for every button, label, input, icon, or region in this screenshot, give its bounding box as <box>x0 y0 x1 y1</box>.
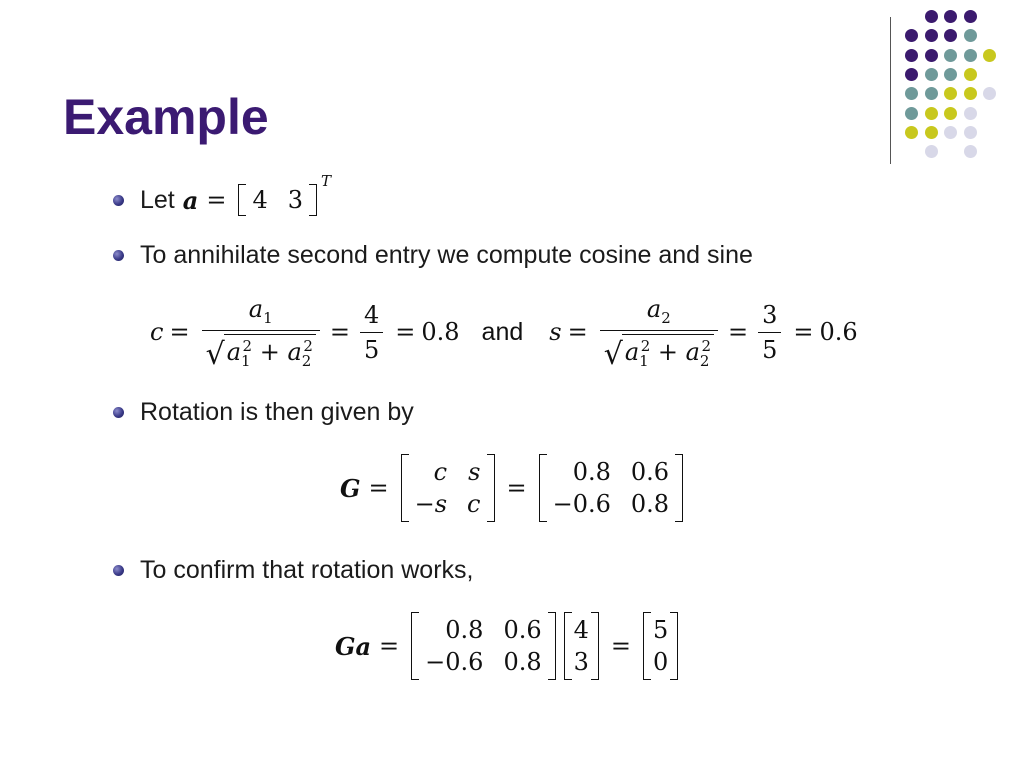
decor-dot <box>925 107 938 120</box>
decor-dot <box>925 87 938 100</box>
result-vector: 5 0 <box>643 612 678 680</box>
transpose-sup: T <box>321 172 332 190</box>
decor-dot <box>925 126 938 139</box>
bullet-icon <box>113 195 124 206</box>
bullet-icon <box>113 407 124 418</box>
decor-dot <box>925 49 938 62</box>
decor-dot <box>964 29 977 42</box>
decor-dot <box>925 29 938 42</box>
vector-a-column: 4 3 <box>564 612 599 680</box>
bullet-text: To annihilate second entry we compute cosine and sine <box>140 241 753 269</box>
c-fraction: $a_1$ √ $a_1^2 + a_2^2$ <box>202 295 320 370</box>
decor-dot <box>925 68 938 81</box>
G-symbol: G <box>340 473 361 503</box>
bullet-let-a <box>113 172 332 216</box>
vector-a-symbol: a <box>182 185 199 215</box>
title-divider-line <box>890 17 891 164</box>
let-a-equation: a = 4 3 $^T$ <box>182 172 332 215</box>
decor-dot <box>964 126 977 139</box>
c-symbol: c <box>150 318 164 347</box>
s-value: 0.6 <box>819 318 858 347</box>
decor-dot <box>964 145 977 158</box>
bullet-icon <box>113 250 124 261</box>
decor-dot <box>964 49 977 62</box>
cosine-sine-equation: c = $a_1$ √ $a_1^2 + a_2^2$ = $\frac{4}{5}$ = 0.8 and s = $a_2$ √ $a_1^2 + a_2^2$ = $\frac{3}{5}$ = 0.6 <box>150 295 858 372</box>
bullet-rotation <box>113 398 414 427</box>
G-numeric-matrix: 0.8 0.6 −0.6 0.8 <box>411 612 555 680</box>
decor-dot <box>983 87 996 100</box>
symbolic-matrix: c s −s c <box>401 454 495 522</box>
s-fraction: $a_2$ √ $a_1^2 + a_2^2$ <box>600 295 718 370</box>
bullet-confirm <box>113 556 473 585</box>
slide-title: Example <box>63 89 269 145</box>
decor-dot <box>944 107 957 120</box>
vector-a-entry: 3 <box>287 186 303 214</box>
decorative-dot-grid <box>905 10 1015 170</box>
decor-dot <box>944 87 957 100</box>
decor-dot <box>944 10 957 23</box>
decor-dot <box>925 145 938 158</box>
confirm-equation: Ga = 0.8 0.6 −0.6 0.8 4 3 = 5 0 <box>335 612 682 680</box>
decor-dot <box>944 126 957 139</box>
bullet-text: Rotation is then given by <box>140 398 414 426</box>
decor-dot <box>944 68 957 81</box>
decor-dot <box>905 87 918 100</box>
vector-a-entry: 4 <box>252 186 268 214</box>
decor-dot <box>944 29 957 42</box>
rotation-matrix-equation: G = c s −s c = 0.8 0.6 −0.6 0.8 <box>340 454 687 522</box>
bullet-icon <box>113 565 124 576</box>
decor-dot <box>964 10 977 23</box>
numeric-matrix: 0.8 0.6 −0.6 0.8 <box>539 454 683 522</box>
s-symbol: s <box>549 318 562 347</box>
decor-dot <box>905 107 918 120</box>
bullet-text: To confirm that rotation works, <box>140 556 474 584</box>
Ga-symbol: Ga <box>335 631 372 661</box>
decor-dot <box>905 49 918 62</box>
decor-dot <box>983 49 996 62</box>
decor-dot <box>944 49 957 62</box>
decor-dot <box>964 107 977 120</box>
decor-dot <box>964 87 977 100</box>
decor-dot <box>905 29 918 42</box>
c-value: 0.8 <box>421 318 460 347</box>
decor-dot <box>925 10 938 23</box>
decor-dot <box>905 68 918 81</box>
bullet-annihilate <box>113 241 753 270</box>
decor-dot <box>905 126 918 139</box>
vector-a-row <box>238 184 317 216</box>
decor-dot <box>964 68 977 81</box>
and-label: and <box>481 317 524 346</box>
bullet-prefix: Let <box>140 185 175 214</box>
